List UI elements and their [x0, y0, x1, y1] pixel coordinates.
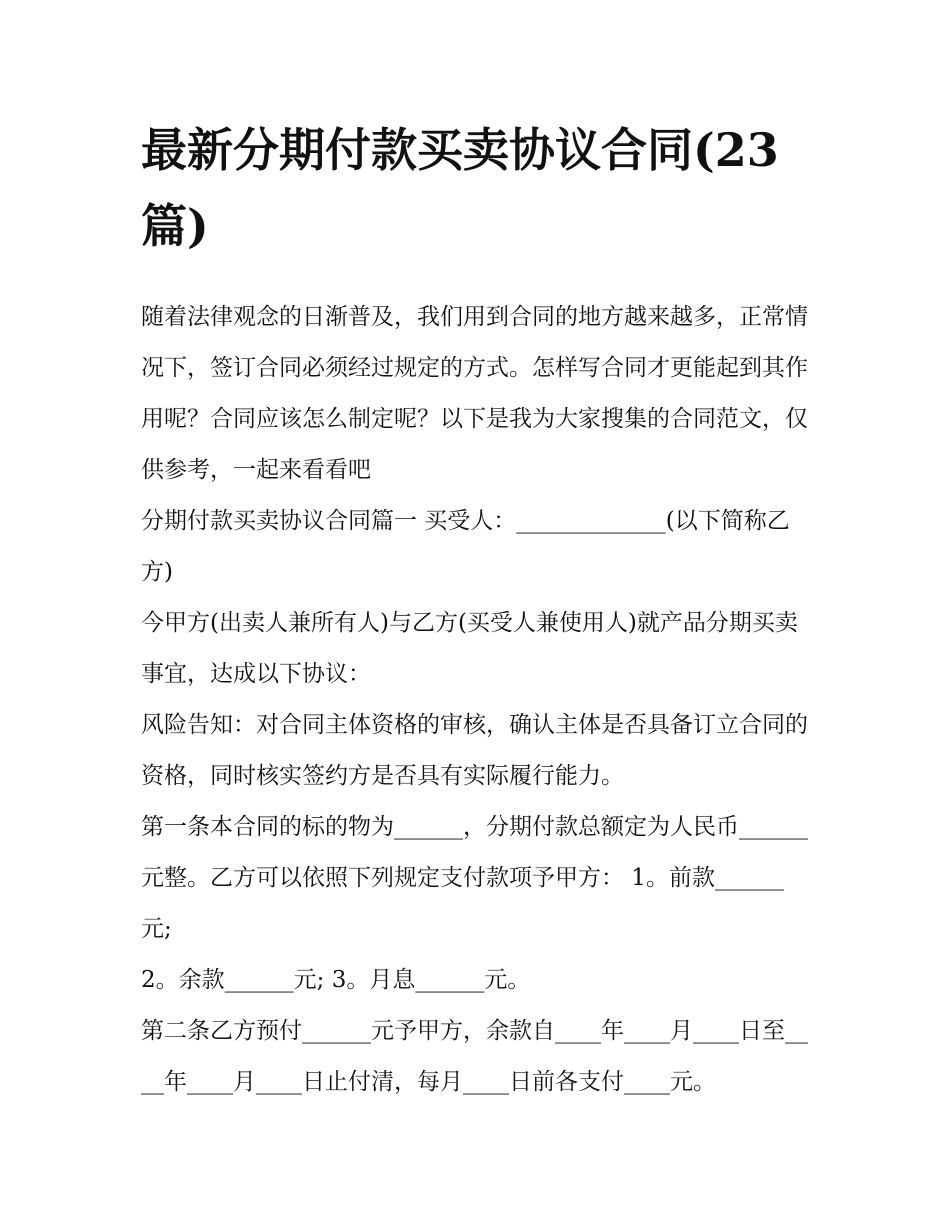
paragraph-clause-1: 第一条本合同的标的物为______，分期付款总额定为人民币______元整。乙方可以依照下列规定支付款项予甲方： 1。前款______元;: [141, 814, 808, 942]
paragraph-intro: 随着法律观念的日渐普及，我们用到合同的地方越来越多，正常情况下，签订合同必须经过规定的方式。怎样写合同才更能起到其作用呢？合同应该怎么制定呢？以下是我为大家搜集的合同范文，仅供参考，一起来看看吧: [141, 304, 808, 483]
paragraph-risk-notice: 风险告知：对合同主体资格的审核，确认主体是否具备订立合同的资格，同时核实签约方是否具有实际履行能力。: [141, 712, 808, 789]
paragraph-clause-2: 第二条乙方预付______元予甲方，余款自____年____月____日至____年____月____日止付清，每月____日前各支付____元。: [141, 1018, 808, 1095]
paragraph-agreement: 今甲方(出卖人兼所有人)与乙方(买受人兼使用人)就产品分期买卖事宜，达成以下协议：: [141, 610, 798, 687]
paragraph-article-heading: 分期付款买卖协议合同篇一 买受人：_____________(以下简称乙方): [141, 508, 790, 585]
document-title: 最新分期付款买卖协议合同(23篇): [141, 123, 779, 253]
document-page: [141, 112, 813, 1108]
document-body: [141, 292, 813, 1108]
paragraph-clause-1-items: 2。余款______元; 3。月息______元。: [141, 967, 531, 993]
